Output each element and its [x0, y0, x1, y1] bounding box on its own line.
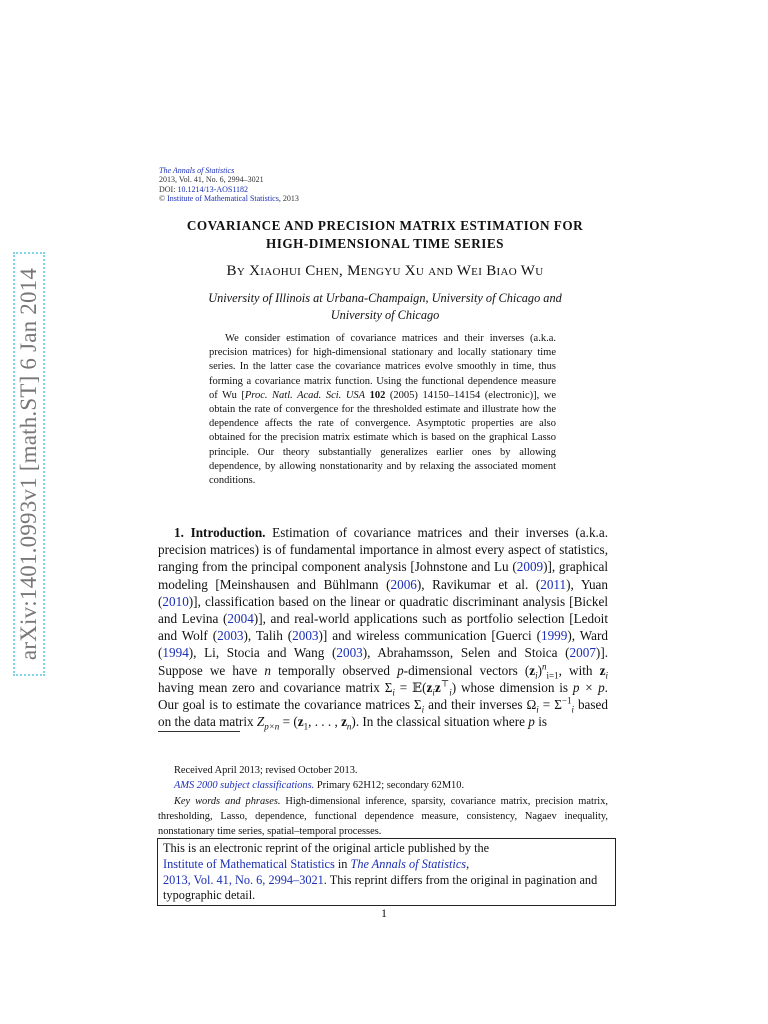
affiliation-line-1: University of Illinois at Urbana-Champaign, University of Chicago and — [208, 291, 562, 305]
footnote-rule — [158, 731, 240, 732]
intro-text: Estimation of covariance matrices and their inverses (a.k.a. precision matrices) is of fundamental importance in almost every aspect of statistics, ranging from the principal component analysis [Johnstone and Lu ( — [158, 525, 608, 575]
intro-text: -dimensional vectors ( — [403, 662, 530, 678]
doi-label: DOI: — [159, 184, 178, 194]
intro-text: ), Talih ( — [243, 628, 293, 644]
intro-text: and their inverses Ω — [424, 697, 537, 713]
math-transpose: ⊤ — [440, 678, 450, 689]
footnotes — [158, 763, 608, 839]
math-p: p — [397, 662, 404, 678]
title-line-2: HIGH-DIMENSIONAL TIME SERIES — [266, 235, 504, 251]
reprint-notice — [157, 838, 616, 906]
intro-text: ), Li, Stocia and Wang ( — [188, 645, 337, 661]
math-sub-i: i — [535, 670, 538, 681]
arxiv-stamp — [13, 252, 45, 676]
math-z: z — [341, 714, 347, 730]
citation-link[interactable]: 2003 — [336, 645, 363, 661]
math-sub-n: n — [346, 721, 352, 732]
intro-text: based on the data matrix — [158, 697, 608, 730]
math-inverse: −1 — [561, 695, 572, 706]
section-heading: 1. Introduction. — [174, 525, 266, 540]
math-pxp: p × p — [572, 679, 605, 695]
abstract-part-2: (2005) 14150–14154 (electronic)], we obtain the rate of convergence for the thresholded estimate and illustrate how the dependence affects the rate of convergence. Asymptotic properties are also obtained for the precision matrix estimate which is based on the graphical Lasso principle. Our theory substantially generalizes earlier ones by allowing dependence, by allowing nonstationarity and by relaxing the associated moment conditions. — [209, 389, 557, 487]
keywords-label: Key words and phrases. — [174, 795, 281, 807]
intro-text: ), Abrahamsson, Selen and Stoica ( — [362, 645, 570, 661]
reprint-text: in — [334, 856, 351, 871]
citation-link[interactable]: 2011 — [540, 576, 567, 592]
page-number: 1 — [381, 906, 387, 920]
intro-text: = 𝔼( — [394, 679, 427, 695]
copyright-year: , 2013 — [278, 193, 299, 203]
intro-text: ). In the classical situation where — [351, 714, 529, 730]
intro-text: having mean zero and covariance matrix Σ — [158, 679, 393, 695]
math-z: z — [599, 662, 606, 678]
math-sub-i: i — [571, 704, 574, 715]
intro-text: , . . . , — [308, 714, 342, 730]
ams-text: Primary 62H12; secondary 62M10. — [314, 780, 465, 792]
math-z: z — [529, 662, 536, 678]
math-sub-i: i — [392, 687, 395, 698]
introduction: 1. Introduction. Estimation of covariance matrices and their inverses (a.k.a. precision matrices) is of fundamental importance in almost every aspect of statistics, ranging from the principal component analysis [Johnstone and Lu (2009)], graphical modeling [Meinshausen and Bühlmann (2006), Ravikumar et al. (2011), Yuan (2010)], classification based on the linear or quadratic discriminant analysis [Bickel and Levina (2004)], and real-world applications such as portfolio selection [Ledoit and Wolf (2003), Talih (2003)] and wireless communication [Guerci (1999), Ward (1994), Li, Stocia and Wang (2003), Abrahamsson, Selen and Stoica (2007)]. Suppose we have n temporally observed p-dimensional vectors $(z_i)^n_{i=1}$, with $z_i$ having mean zero and covariance matrix $\Sigma_i$ = $𝔼(z_iz^⊤_i)$ whose dimension is p × p. Our goal is to estimate the covariance matrices $\Sigma_i$ and their inverses $\Omega_i = \Sigma^{-1}_i$ based on the data matrix $Z_{p\times n} = (z_1$, . . . , $z_n$). In the classical situation where p is — [158, 525, 609, 732]
intro-text: ), Ravikumar et al. ( — [416, 576, 541, 592]
abstract-cite-volume: 102 — [369, 389, 386, 401]
math-sub-i: i — [432, 687, 435, 698]
intro-text: . Our goal is to estimate the covariance matrices Σ — [158, 679, 608, 713]
intro-text: )], and real-world applications such as portfolio selection [Ledoit and Wolf ( — [158, 611, 609, 644]
title-line-1: COVARIANCE AND PRECISION MATRIX ESTIMATION FOR — [186, 218, 584, 233]
intro-text: )]. Suppose we have — [158, 645, 609, 678]
intro-text: temporally observed — [270, 662, 398, 678]
intro-text: is — [534, 714, 547, 730]
math-z: z — [297, 714, 304, 730]
paper-title — [159, 217, 611, 252]
authors: By Xiaohui Chen, Mengyu Xu and Wei Biao Wu — [226, 263, 544, 279]
citation-link[interactable]: 2003 — [292, 628, 319, 644]
intro-text: ) whose dimension is — [451, 679, 573, 695]
keywords — [158, 794, 608, 840]
math-sub-i: i — [449, 687, 452, 698]
citation-link[interactable]: 2006 — [390, 576, 417, 592]
math-sub-pxn: p×n — [264, 721, 280, 732]
math-z: z — [426, 679, 433, 695]
math-Z: Z — [256, 714, 265, 730]
intro-text: , with — [558, 662, 600, 678]
math-n: n — [264, 662, 271, 678]
doi-link[interactable]: 10.1214/13-AOS1182 — [177, 184, 249, 194]
arxiv-identifier: arXiv:1401.0993v1 [math.ST] 6 Jan 2014 — [16, 267, 41, 661]
math-sup-n: n — [542, 661, 547, 672]
math-sub-i1: i=1 — [546, 670, 559, 681]
citation-link[interactable]: 1999 — [540, 628, 568, 644]
abstract-part-1: We consider estimation of covariance matrices and their inverses (a.k.a. precision matrices) for high-dimensional stationary and locally stationary time series. In the latter case the covariance matrices evolve smoothly in time, thus forming a covariance matrix function. Using the functional dependence measure of Wu [ — [209, 333, 556, 401]
math-p: p — [528, 714, 535, 730]
math-z: z — [434, 679, 441, 695]
intro-text: = Σ — [538, 697, 562, 713]
copyright-symbol: © — [159, 193, 166, 203]
reprint-text: . This reprint differs from the original in pagination and typographic detail. — [163, 872, 598, 903]
ims-publisher-link[interactable]: Institute of Mathematical Statistics — [163, 856, 335, 871]
affiliation — [159, 290, 611, 324]
reprint-text: This is an electronic reprint of the original article published by the — [163, 841, 490, 855]
intro-text: )] and wireless communication [Guerci ( — [318, 628, 541, 644]
received-date: Received April 2013; revised October 2013. — [174, 765, 358, 776]
intro-text: ), Yuan ( — [158, 576, 608, 609]
citation-link[interactable]: 2007 — [569, 645, 596, 661]
journal-link[interactable]: The Annals of Statistics — [350, 856, 467, 871]
intro-text: )], classification based on the linear or quadratic discriminant analysis [Bickel and Levina ( — [158, 593, 608, 627]
reprint-text: , — [466, 856, 470, 871]
citation-link[interactable]: 2004 — [227, 611, 254, 627]
affiliation-line-2: University of Chicago — [330, 308, 440, 322]
journal-link[interactable]: The Annals of Statistics — [159, 166, 235, 175]
intro-text: ), Ward ( — [158, 628, 608, 661]
abstract-cite-journal: Proc. Natl. Acad. Sci. USA — [244, 389, 366, 401]
publication-info — [159, 166, 299, 203]
keywords-text: High-dimensional inference, sparsity, covariance matrix, precision matrix, thresholding, Lasso, dependence, functional dependence measure, consistency, Nagaev inequality, nonstationary time series, spatial–temporal processes. — [158, 795, 608, 838]
ams-link[interactable]: AMS 2000 subject classifications. — [174, 780, 315, 792]
ams-classification — [158, 778, 608, 793]
math-sub-i: i — [536, 704, 539, 715]
math-sub-1: 1 — [303, 721, 309, 732]
citation-link[interactable]: 2010 — [162, 593, 189, 609]
citation-link[interactable]: 2003 — [217, 628, 244, 644]
ims-link[interactable]: Institute of Mathematical Statistics — [167, 193, 279, 203]
intro-text: )], graphical modeling [Meinshausen and Bühlmann ( — [158, 559, 608, 592]
citation-link[interactable]: 2009 — [516, 559, 544, 575]
math-sub-i: i — [605, 670, 609, 681]
citation-link[interactable]: 1994 — [162, 645, 189, 661]
intro-text: = ( — [279, 714, 298, 730]
volume-link[interactable]: 2013, Vol. 41, No. 6, 2994–3021 — [163, 872, 324, 887]
volume-line: 2013, Vol. 41, No. 6, 2994–3021 — [159, 175, 264, 185]
math-sub-i: i — [421, 704, 425, 715]
abstract — [209, 332, 556, 488]
